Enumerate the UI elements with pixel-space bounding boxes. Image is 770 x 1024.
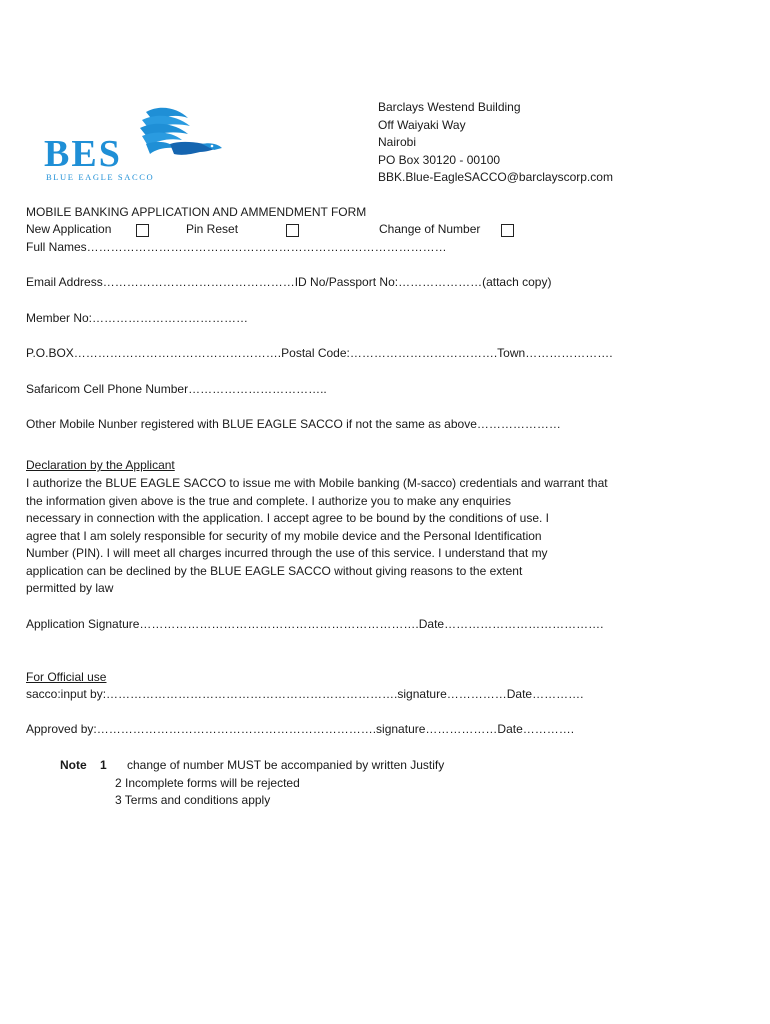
official-use-heading: For Official use xyxy=(26,670,107,684)
declaration-line: permitted by law xyxy=(26,581,114,595)
note-item: 2 Incomplete forms will be rejected xyxy=(115,776,300,790)
logo-text: BES xyxy=(44,133,122,175)
address-line: Barclays Westend Building xyxy=(378,100,521,114)
sacco-address xyxy=(378,99,613,187)
new-application-label: New Application xyxy=(26,222,112,236)
form-title: MOBILE BANKING APPLICATION AND AMMENDMENT FORM xyxy=(26,205,367,219)
full-names-field[interactable]: Full Names……………………………………………………………………………… xyxy=(26,240,447,254)
blue-eagle-sacco-logo xyxy=(42,104,232,188)
address-line: Off Waiyaki Way xyxy=(378,117,466,132)
pin-reset-label: Pin Reset xyxy=(186,222,239,236)
address-email: BBK.Blue-EagleSACCO@barclayscorp.com xyxy=(378,170,613,184)
logo-tagline: BLUE EAGLE SACCO xyxy=(46,172,155,182)
member-no-field[interactable]: Member No:………………………………… xyxy=(26,311,249,325)
safaricom-number-field[interactable]: Safaricom Cell Phone Number…………………………….. xyxy=(26,382,327,396)
note-label: Note xyxy=(60,758,87,772)
declaration-text xyxy=(26,475,666,598)
other-mobile-number-field[interactable]: Other Mobile Nunber registered with BLUE EAGLE SACCO if not the same as above………………… xyxy=(26,417,561,431)
declaration-line: application can be declined by the BLUE EAGLE SACCO without giving reasons to the extent xyxy=(26,563,523,578)
approved-by-field[interactable]: Approved by:…………………………………………………………….signature………………Date…………. xyxy=(26,722,575,736)
note-number: 1 xyxy=(100,758,107,772)
input-by-field[interactable]: sacco:input by:……………………………………………………………….signature……………Date…………. xyxy=(26,687,584,701)
address-line: Nairobi xyxy=(378,135,417,149)
pin-reset-checkbox[interactable] xyxy=(286,224,299,237)
declaration-line: I authorize the BLUE EAGLE SACCO to issue me with Mobile banking (M-sacco) credentials and warrant that xyxy=(26,476,608,490)
email-id-field[interactable]: Email Address…………………………………………ID No/Passport No:…………………(attach copy) xyxy=(26,275,552,289)
declaration-line: Number (PIN). I will meet all charges incurred through the use of this service. I understand that my xyxy=(26,546,548,560)
declaration-heading: Declaration by the Applicant xyxy=(26,458,175,472)
change-of-number-checkbox[interactable] xyxy=(501,224,514,237)
note-item: 3 Terms and conditions apply xyxy=(115,793,271,807)
application-signature-field[interactable]: Application Signature…………………………………………………………….Date…………………………………. xyxy=(26,617,604,631)
address-line: PO Box 30120 - 00100 xyxy=(378,152,501,167)
declaration-line: necessary in connection with the application. I accept agree to be bound by the conditions of use. I xyxy=(26,511,550,525)
declaration-line: the information given above is the true and complete. I authorize you to make any enquiries xyxy=(26,493,511,508)
declaration-line: agree that I am solely responsible for security of my mobile device and the Personal Identification xyxy=(26,528,542,543)
change-of-number-label: Change of Number xyxy=(379,222,481,236)
note-item: change of number MUST be accompanied by written Justify xyxy=(127,758,445,772)
new-application-checkbox[interactable] xyxy=(136,224,149,237)
pobox-postal-town-field[interactable]: P.O.BOX…………………………………………….Postal Code:……………………………….Town…………………. xyxy=(26,346,613,360)
